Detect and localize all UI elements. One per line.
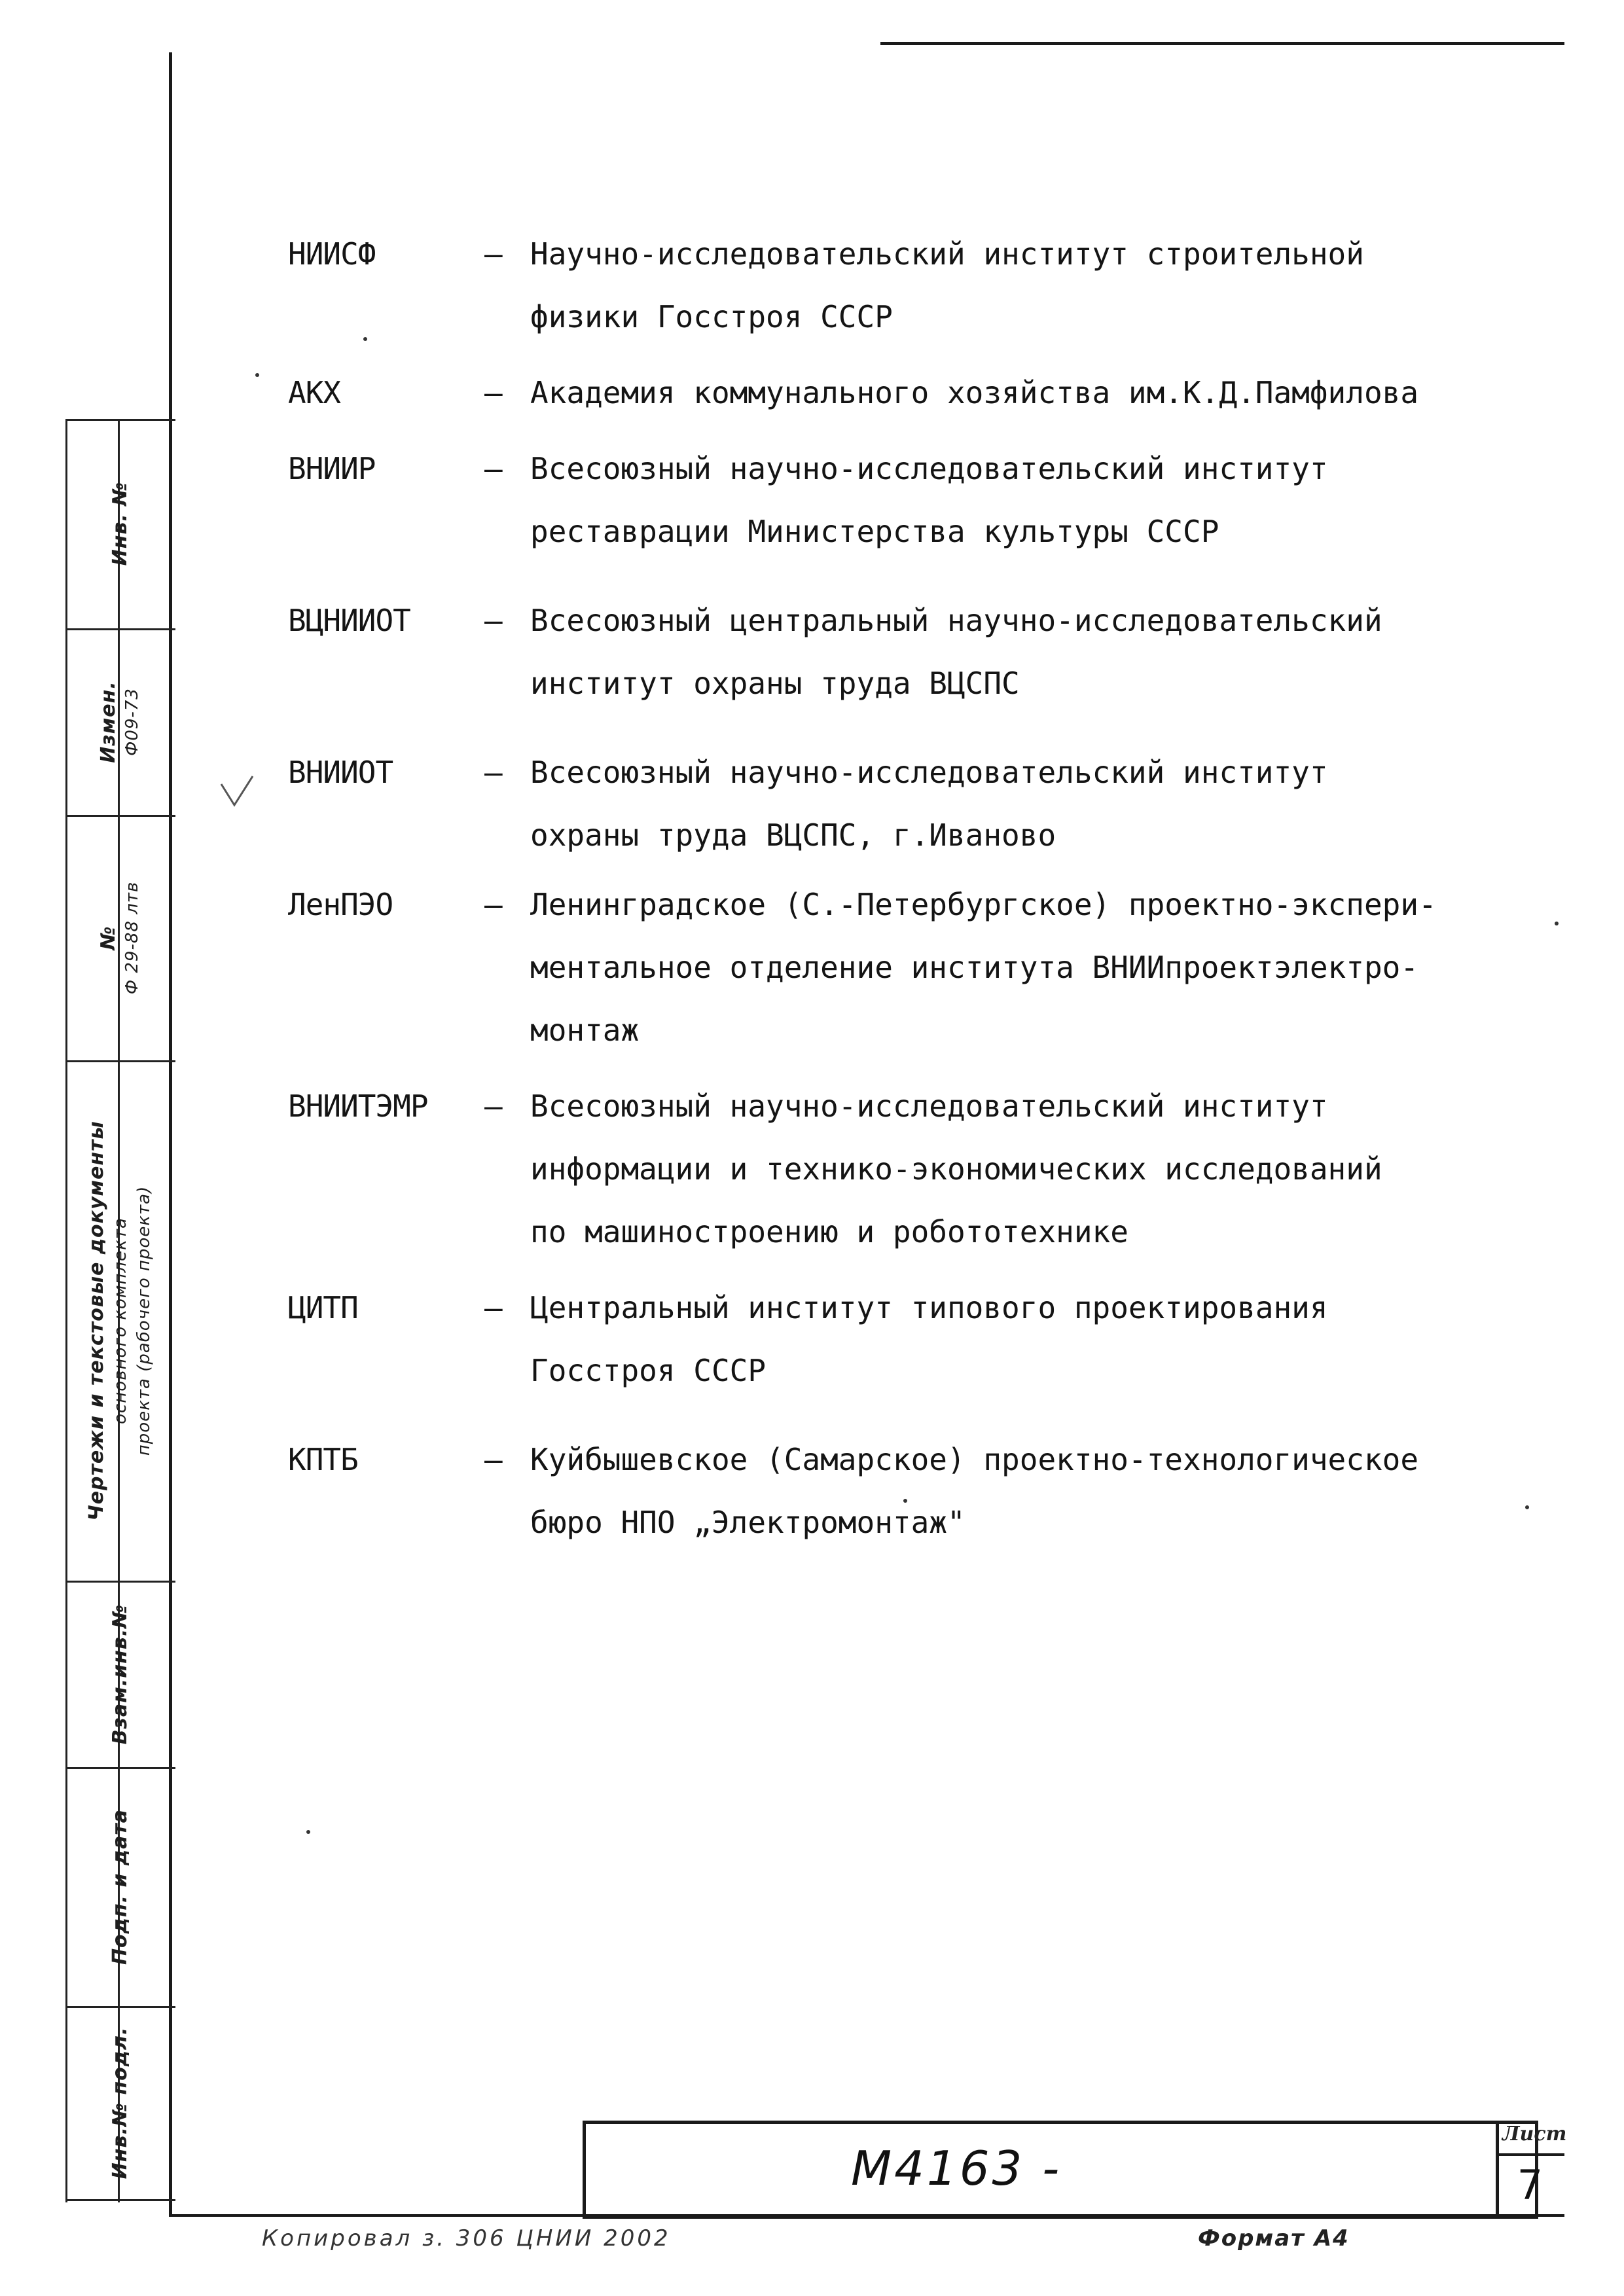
top-rule (880, 42, 1564, 45)
abbreviation: ЛенПЭО (288, 887, 393, 922)
margin-izmen-value: Ф09-73 (122, 687, 142, 756)
margin-rule (65, 2199, 175, 2201)
abbreviation: ВНИИТЭМР (288, 1088, 428, 1124)
abbreviation: ВНИИОТ (288, 755, 393, 790)
abbreviation-entry (288, 1075, 1558, 1263)
description-line: Центральный институт типового проектирования (530, 1290, 1328, 1325)
margin-num-label: № (97, 925, 120, 950)
scan-speck (1525, 1505, 1529, 1509)
scan-speck (363, 337, 367, 341)
abbreviation-description (530, 223, 1551, 348)
description-line: информации и технико-экономических исследований (530, 1151, 1382, 1187)
description-line: Ленинградское (С.-Петербургское) проектно-экспери- (530, 887, 1437, 922)
abbreviation-entry (288, 361, 1558, 424)
abbreviation-description (530, 361, 1551, 424)
abbreviation-description (530, 741, 1551, 867)
copy-note: Копировал з. 306 ЦНИИ 2002 (262, 2225, 671, 2251)
scan-speck (903, 1499, 907, 1503)
description-line: ментальное отделение института ВНИИпроектэлектро- (530, 950, 1419, 985)
entry-dash: – (484, 1088, 503, 1124)
abbreviation-description (530, 873, 1551, 1062)
description-line: по машиностроению и робототехнике (530, 1214, 1128, 1249)
sheet-label-rule (1499, 2153, 1564, 2156)
abbreviation: КПТБ (288, 1442, 358, 1477)
margin-cell-vzam (65, 1581, 175, 1767)
checkmark-icon (217, 772, 257, 812)
abbreviation-description (530, 1276, 1551, 1402)
entry-dash: – (484, 236, 503, 272)
description-line: Куйбышевское (Самарское) проектно-технологическое (530, 1442, 1419, 1477)
sheet-label: Лист (1502, 2123, 1567, 2145)
margin-inv-label: Инв. № (109, 481, 132, 566)
abbreviation: ВНИИР (288, 451, 376, 486)
entry-dash: – (484, 755, 503, 790)
description-line: охраны труда ВЦСПС, г.Иваново (530, 817, 1056, 853)
abbreviation-entry (288, 437, 1558, 563)
abbreviation-entry (288, 741, 1558, 867)
margin-cell-izmen (65, 628, 175, 815)
abbreviation-entry (288, 873, 1558, 1062)
margin-cell-inv-original (65, 2006, 175, 2199)
abbreviation-entry (288, 589, 1558, 715)
description-line: Госстроя СССР (530, 1353, 767, 1388)
abbreviation-description (530, 1075, 1551, 1263)
abbreviation-entry (288, 1276, 1558, 1402)
description-line: реставрации Министерства культуры СССР (530, 514, 1219, 549)
scan-speck (1555, 922, 1559, 925)
margin-cell-drawings (65, 1060, 175, 1581)
entry-dash: – (484, 1290, 503, 1325)
margin-drawings-title: Чертежи и текстовые документы (85, 1120, 108, 1521)
binding-margin-stamp (65, 419, 175, 2202)
margin-izmen-label: Измен. (97, 680, 120, 763)
abbreviation: ВЦНИИОТ (288, 603, 410, 638)
description-line: Всесоюзный научно-исследовательский институт (530, 451, 1328, 486)
description-line: монтаж (530, 1013, 640, 1048)
margin-cell-inv (65, 419, 175, 628)
entry-dash: – (484, 1442, 503, 1477)
abbreviation: НИИСФ (288, 236, 376, 272)
margin-cell-sign (65, 1767, 175, 2006)
abbreviation-description (530, 589, 1551, 715)
description-line: Научно-исследовательский институт строительной (530, 236, 1364, 272)
abbreviation-entry (288, 223, 1558, 348)
description-line: Всесоюзный научно-исследовательский институт (530, 755, 1328, 790)
entry-dash: – (484, 451, 503, 486)
description-line: физики Госстроя СССР (530, 299, 893, 334)
abbreviation-description (530, 1428, 1551, 1554)
margin-num-value: Ф 29-88 лтв (122, 881, 142, 994)
abbreviation: ЦИТП (288, 1290, 358, 1325)
margin-sign-label: Подп. и дата (109, 1808, 132, 1965)
entry-dash: – (484, 603, 503, 638)
abbreviation-description (530, 437, 1551, 563)
format-label: Формат А4 (1198, 2225, 1350, 2251)
abbreviation-entry (288, 1428, 1558, 1554)
bottom-rule (169, 2214, 1564, 2217)
abbreviations-list (288, 223, 1558, 1580)
margin-drawings-sub2: проекта (рабочего проекта) (134, 1185, 154, 1456)
margin-inv-original-label: Инв.№ подл. (109, 2026, 132, 2179)
entry-dash: – (484, 375, 503, 410)
description-line: Всесоюзный научно-исследовательский институт (530, 1088, 1328, 1124)
entry-dash: – (484, 887, 503, 922)
description-line: Всесоюзный центральный научно-исследовательский (530, 603, 1382, 638)
description-line: институт охраны труда ВЦСПС (530, 666, 1020, 701)
document-code: М4163 - (851, 2141, 1062, 2196)
sheet-number: 7 (1517, 2161, 1543, 2209)
margin-cell-num (65, 815, 175, 1060)
scan-speck (306, 1830, 310, 1834)
description-line: бюро НПО „Электромонтаж" (530, 1505, 965, 1540)
margin-drawings-sub1: основного комплекта (111, 1217, 130, 1424)
margin-vzam-label: Взам.инв.№ (109, 1604, 132, 1744)
abbreviation: АКХ (288, 375, 341, 410)
scan-speck (255, 373, 259, 377)
description-line: Академия коммунального хозяйства им.К.Д.Памфилова (530, 375, 1419, 410)
